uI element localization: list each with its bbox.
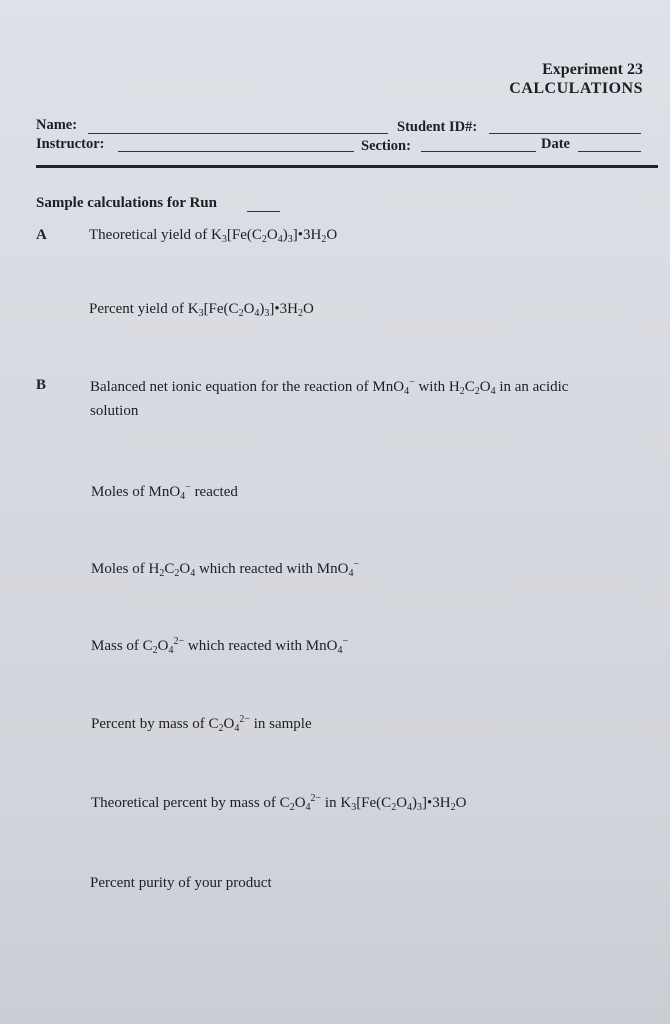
- instructor-field[interactable]: [118, 151, 354, 152]
- experiment-number: Experiment 23: [542, 61, 643, 78]
- section-field[interactable]: [421, 151, 536, 152]
- date-field[interactable]: [578, 151, 641, 152]
- percent-yield-question: Percent yield of $K_3[Fe(C_2O_4)_3]•3H_2O$: [89, 301, 314, 319]
- header-divider: [36, 165, 658, 168]
- name-field[interactable]: [88, 133, 388, 134]
- instructor-label: Instructor:: [36, 136, 105, 152]
- theoretical-percent-oxalate-question: Theoretical percent by mass of $C_2O_4^{2-}$ in $K_3[Fe(C_2O_4)_3]•3H_2O$: [91, 793, 467, 813]
- page-title: CALCULATIONS: [509, 80, 643, 97]
- percent-mass-oxalate-question: Percent by mass of $C_2O_4^{2-}$ in sample: [91, 714, 312, 734]
- section-label: Section:: [361, 138, 411, 154]
- moles-h2c2o4-question: Moles of $H_2C_2O_4$ which reacted with MnO$_4$−: [91, 559, 360, 579]
- date-label: Date: [541, 136, 570, 152]
- sample-run-label: [36, 195, 217, 212]
- moles-mno4-question: Moles of MnO$_4$− reacted: [91, 482, 238, 502]
- run-number-field[interactable]: [247, 211, 280, 212]
- mass-oxalate-question: Mass of $C_2O_4^{2-}$ which reacted with MnO$_4$−: [91, 636, 349, 656]
- section-b-letter: B: [36, 377, 47, 393]
- theoretical-yield-question: Theoretical yield of $K_3[Fe(C_2O_4)_3]•3H_2O$: [89, 227, 338, 245]
- net-ionic-equation-question: Balanced net ionic equation for the reaction of MnO$_4$− with $H_2C_2O_4$ in an acidic: [90, 377, 569, 397]
- percent-purity-question: Percent purity of your product: [90, 875, 272, 891]
- student-id-label: Student ID#:: [397, 119, 478, 135]
- section-a-letter: A: [36, 227, 47, 243]
- name-label: Name:: [36, 117, 78, 133]
- student-id-field[interactable]: [489, 133, 641, 134]
- net-ionic-equation-question-line2: solution: [90, 403, 139, 419]
- sample-run-text: Sample calculations for Run: [36, 195, 217, 211]
